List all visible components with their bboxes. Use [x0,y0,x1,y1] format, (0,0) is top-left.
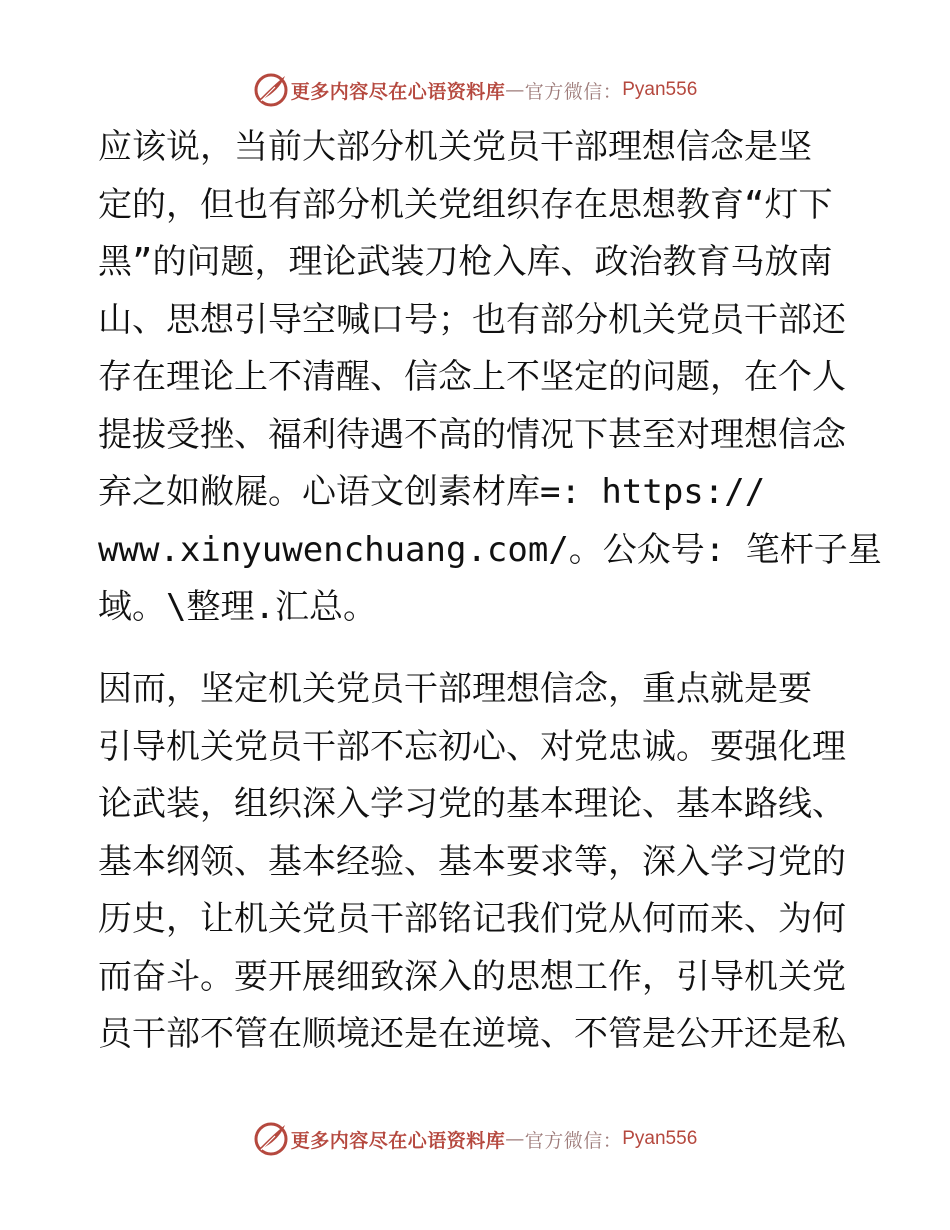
text-line: 存在理论上不清醒、信念上不坚定的问题，在个人 [98,357,846,397]
banner-site-text: 更多内容尽在心语资料库 [290,1129,506,1152]
text-line: 应该说，当前大部分机关党员干部理想信念是坚 [98,127,812,167]
header-banner [0,70,950,110]
feather-logo-icon [253,72,289,108]
text-line: 而奋斗。要开展细致深入的思想工作，引导机关党 [98,956,846,997]
text-line: 定的，但也有部分机关党组织存在思想教育“灯下 [98,184,833,225]
banner-site-text: 更多内容尽在心语资料库 [290,80,506,103]
text-line: 基本纲领、基本经验、基本要求等，深入学习党的 [98,841,846,882]
text-line: 域。\整理.汇总。 [98,587,377,627]
banner-wechat-id: Pyan556 [622,1128,698,1149]
text-line: www.xinyuwenchuang.com/。公众号: 笔杆子星 [98,529,882,570]
paragraph-2 [98,661,858,1064]
banner-wechat-id: Pyan556 [622,79,698,100]
paragraph-1 [98,119,882,637]
banner-dash: — [505,79,525,101]
footer-banner [0,1119,950,1159]
banner-wechat-label: 官方微信： [524,80,623,103]
text-line: 因而，坚定机关党员干部理想信念，重点就是要 [98,669,812,709]
banner-wechat-label: 官方微信： [524,1129,623,1152]
text-line: 引导机关党员干部不忘初心、对党忠诚。要强化理 [98,726,846,767]
text-line: 黑”的问题，理论武装刀枪入库、政治教育马放南 [98,242,833,282]
text-line: 弃之如敝屣。心语文创素材库=: https:// [98,472,766,512]
text-line: 论武装，组织深入学习党的基本理论、基本路线、 [98,784,846,824]
text-line: 山、思想引导空喊口号；也有部分机关党员干部还 [98,299,846,340]
feather-logo-icon [253,1121,289,1157]
text-line: 员干部不管在顺境还是在逆境、不管是公开还是私 [98,1014,846,1054]
banner-dash: — [505,1128,525,1150]
text-line: 提拔受挫、福利待遇不高的情况下甚至对理想信念 [98,414,846,455]
text-line: 历史，让机关党员干部铭记我们党从何而来、为何 [98,899,846,939]
